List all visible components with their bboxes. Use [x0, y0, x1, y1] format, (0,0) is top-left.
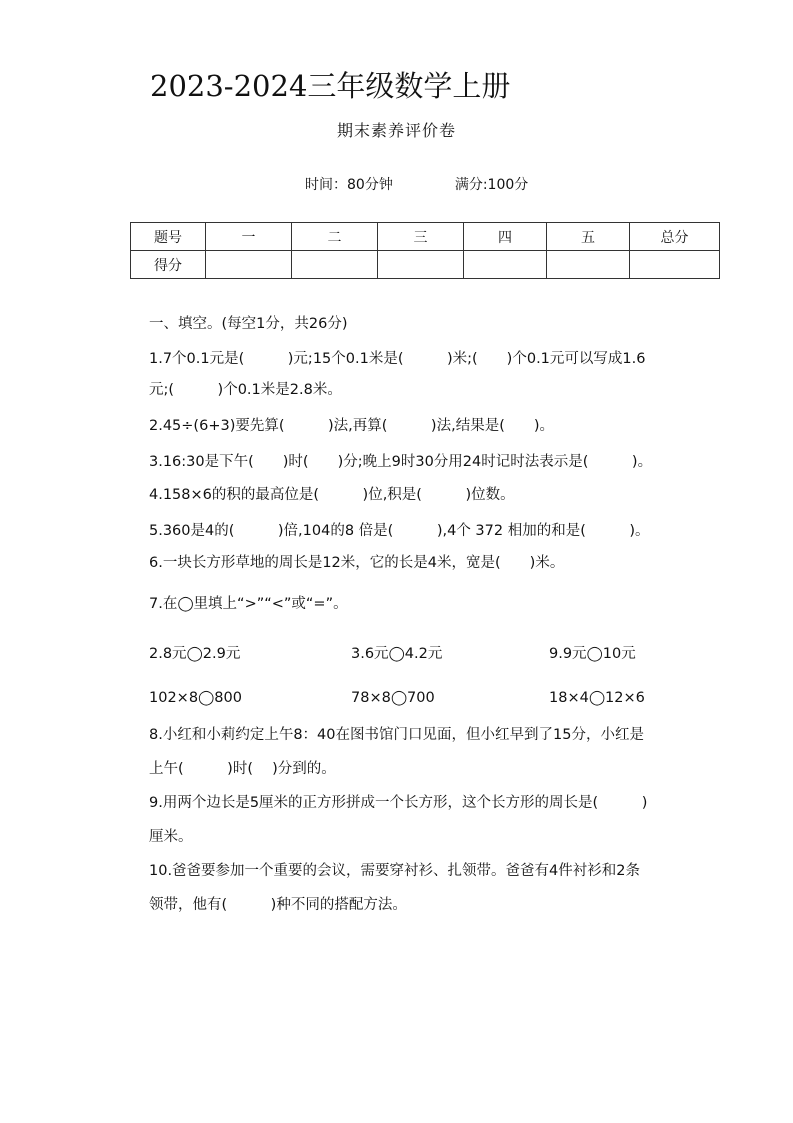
- compare-item: 9.9元◯10元: [549, 646, 636, 662]
- table-cell: 三: [378, 223, 464, 251]
- exam-info: [305, 174, 528, 194]
- section-heading: 一、填空。(每空1分，共26分): [149, 316, 348, 332]
- question-9: 9.用两个边长是5厘米的正方形拼成一个长方形，这个长方形的周长是( ): [149, 795, 648, 811]
- score-input-cell[interactable]: [292, 251, 378, 279]
- question-9-cont: 厘米。: [149, 829, 193, 845]
- question-1-cont: 元;( )个0.1米是2.8米。: [149, 382, 342, 398]
- score-table: [130, 222, 720, 279]
- score-input-cell[interactable]: [630, 251, 720, 279]
- table-cell: 五: [547, 223, 630, 251]
- score-table-header-row: [131, 223, 720, 251]
- table-cell: 得分: [131, 251, 206, 279]
- compare-item: 3.6元◯4.2元: [351, 646, 443, 662]
- question-10: 10.爸爸要参加一个重要的会议，需要穿衬衫、扎领带。爸爸有4件衬衫和2条: [149, 863, 641, 879]
- question-6: 6.一块长方形草地的周长是12米，它的长是4米，宽是( )米。: [149, 555, 565, 571]
- score-table-score-row: [131, 251, 720, 279]
- full-score: 满分:100分: [454, 177, 529, 193]
- score-input-cell[interactable]: [464, 251, 547, 279]
- table-cell: 二: [292, 223, 378, 251]
- question-5: 5.360是4的( )倍,104的8 倍是( ),4个 372 相加的和是( )。: [149, 523, 650, 539]
- compare-item: 18×4◯12×6: [549, 690, 645, 706]
- compare-item: 78×8◯700: [351, 690, 435, 706]
- score-input-cell[interactable]: [206, 251, 292, 279]
- table-cell: 一: [206, 223, 292, 251]
- time-limit: 时间：80分钟: [305, 177, 393, 193]
- exam-title: 2023-2024三年级数学上册: [150, 69, 511, 103]
- question-8-cont: 上午( )时( )分到的。: [149, 761, 336, 777]
- table-cell: 总分: [630, 223, 720, 251]
- compare-item: 102×8◯800: [149, 690, 242, 706]
- exam-subtitle: 期末素养评价卷: [336, 121, 456, 140]
- question-4: 4.158×6的积的最高位是( )位,积是( )位数。: [149, 487, 515, 503]
- question-7: 7.在◯里填上“>”“<”或“=”。: [149, 596, 348, 612]
- score-input-cell[interactable]: [378, 251, 464, 279]
- table-cell: 题号: [131, 223, 206, 251]
- question-2: 2.45÷(6+3)要先算( )法,再算( )法,结果是( )。: [149, 418, 555, 434]
- table-cell: 四: [464, 223, 547, 251]
- question-1: 1.7个0.1元是( )元;15个0.1米是( )米;( )个0.1元可以写成1.6: [149, 351, 646, 367]
- question-3: 3.16:30是下午( )时( )分;晚上9时30分用24时记时法表示是( )。: [149, 454, 653, 470]
- score-input-cell[interactable]: [547, 251, 630, 279]
- question-8: 8.小红和小莉约定上午8：40在图书馆门口见面，但小红早到了15分，小红是: [149, 727, 644, 743]
- question-10-cont: 领带，他有( )种不同的搭配方法。: [149, 897, 407, 913]
- compare-item: 2.8元◯2.9元: [149, 646, 241, 662]
